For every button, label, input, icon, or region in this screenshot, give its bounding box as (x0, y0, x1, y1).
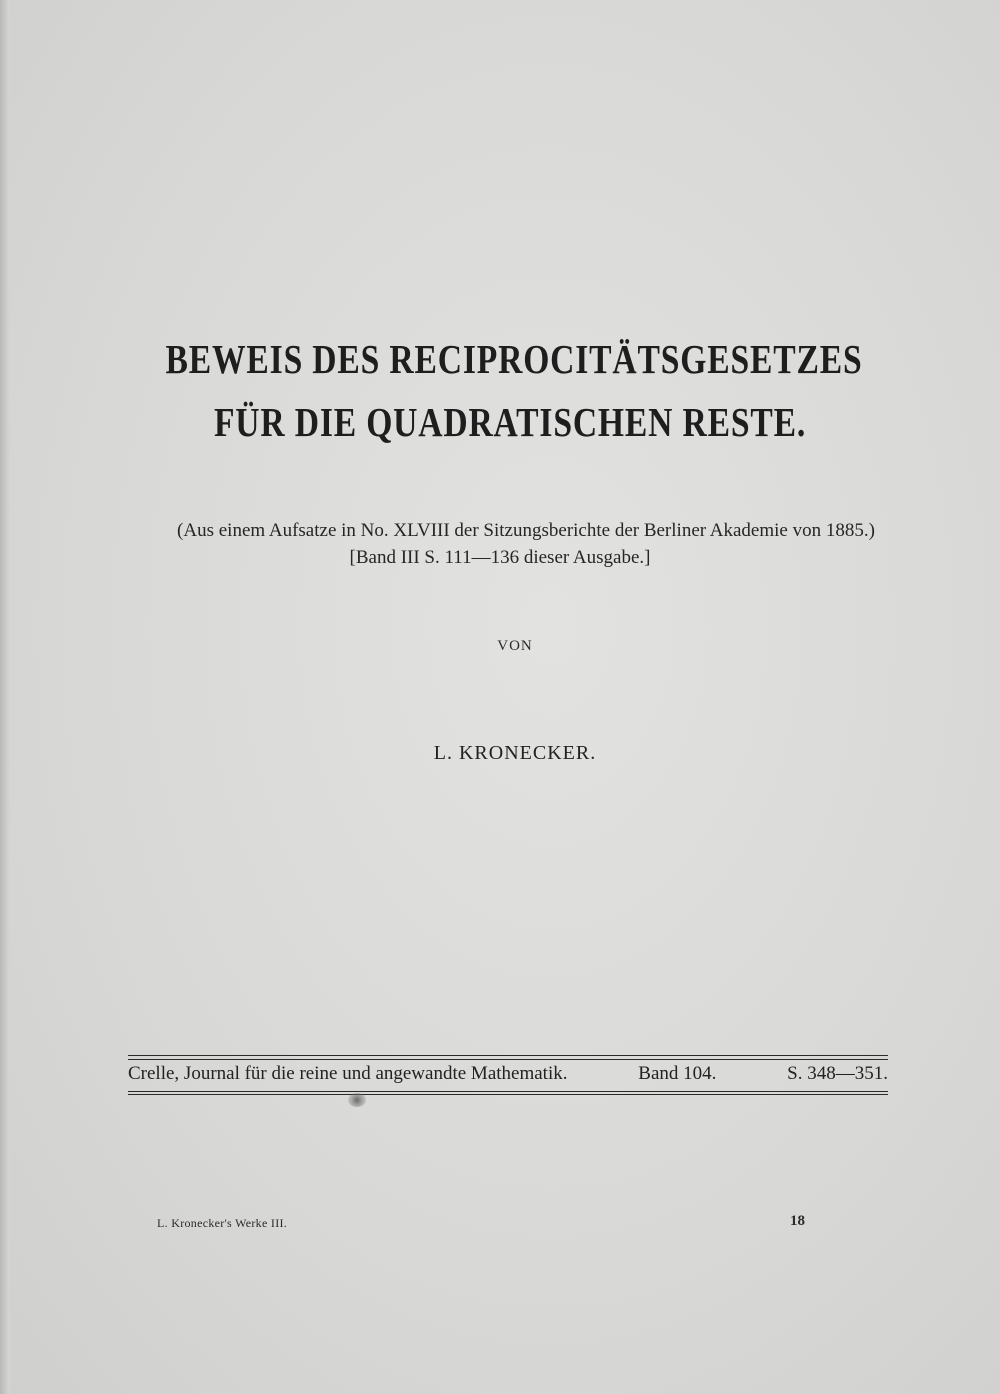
title-line-1: BEWEIS DES RECIPROCITÄTSGESETZES (165, 336, 863, 382)
footer-works-title: L. Kronecker's Werke III. (157, 1216, 288, 1230)
journal-rule-top (128, 1055, 888, 1056)
journal-pages: S. 348—351. (787, 1063, 888, 1084)
title-line-2: FÜR DIE QUADRATISCHEN RESTE. (213, 399, 807, 445)
journal-rule-bottom-inner (128, 1094, 888, 1095)
source-note-line-2: [Band III S. 111—136 dieser Ausgabe.] (349, 547, 651, 568)
journal-rule-bottom (128, 1091, 888, 1092)
journal-volume: Band 104. (638, 1063, 717, 1084)
ink-smudge (348, 1093, 366, 1107)
byline-von: VON (497, 638, 533, 654)
journal-citation (128, 1063, 888, 1085)
journal-name: Crelle, Journal für die reine und angewandte Mathematik. (128, 1063, 568, 1084)
page-number: 18 (790, 1213, 805, 1229)
journal-rule-top-inner (128, 1059, 888, 1060)
author-name: L. KRONECKER. (433, 742, 597, 764)
source-note-line-1: (Aus einem Aufsatze in No. XLVIII der Sitzungsberichte der Berliner Akademie von 1885.) (177, 520, 875, 541)
page-left-edge (0, 0, 10, 1394)
